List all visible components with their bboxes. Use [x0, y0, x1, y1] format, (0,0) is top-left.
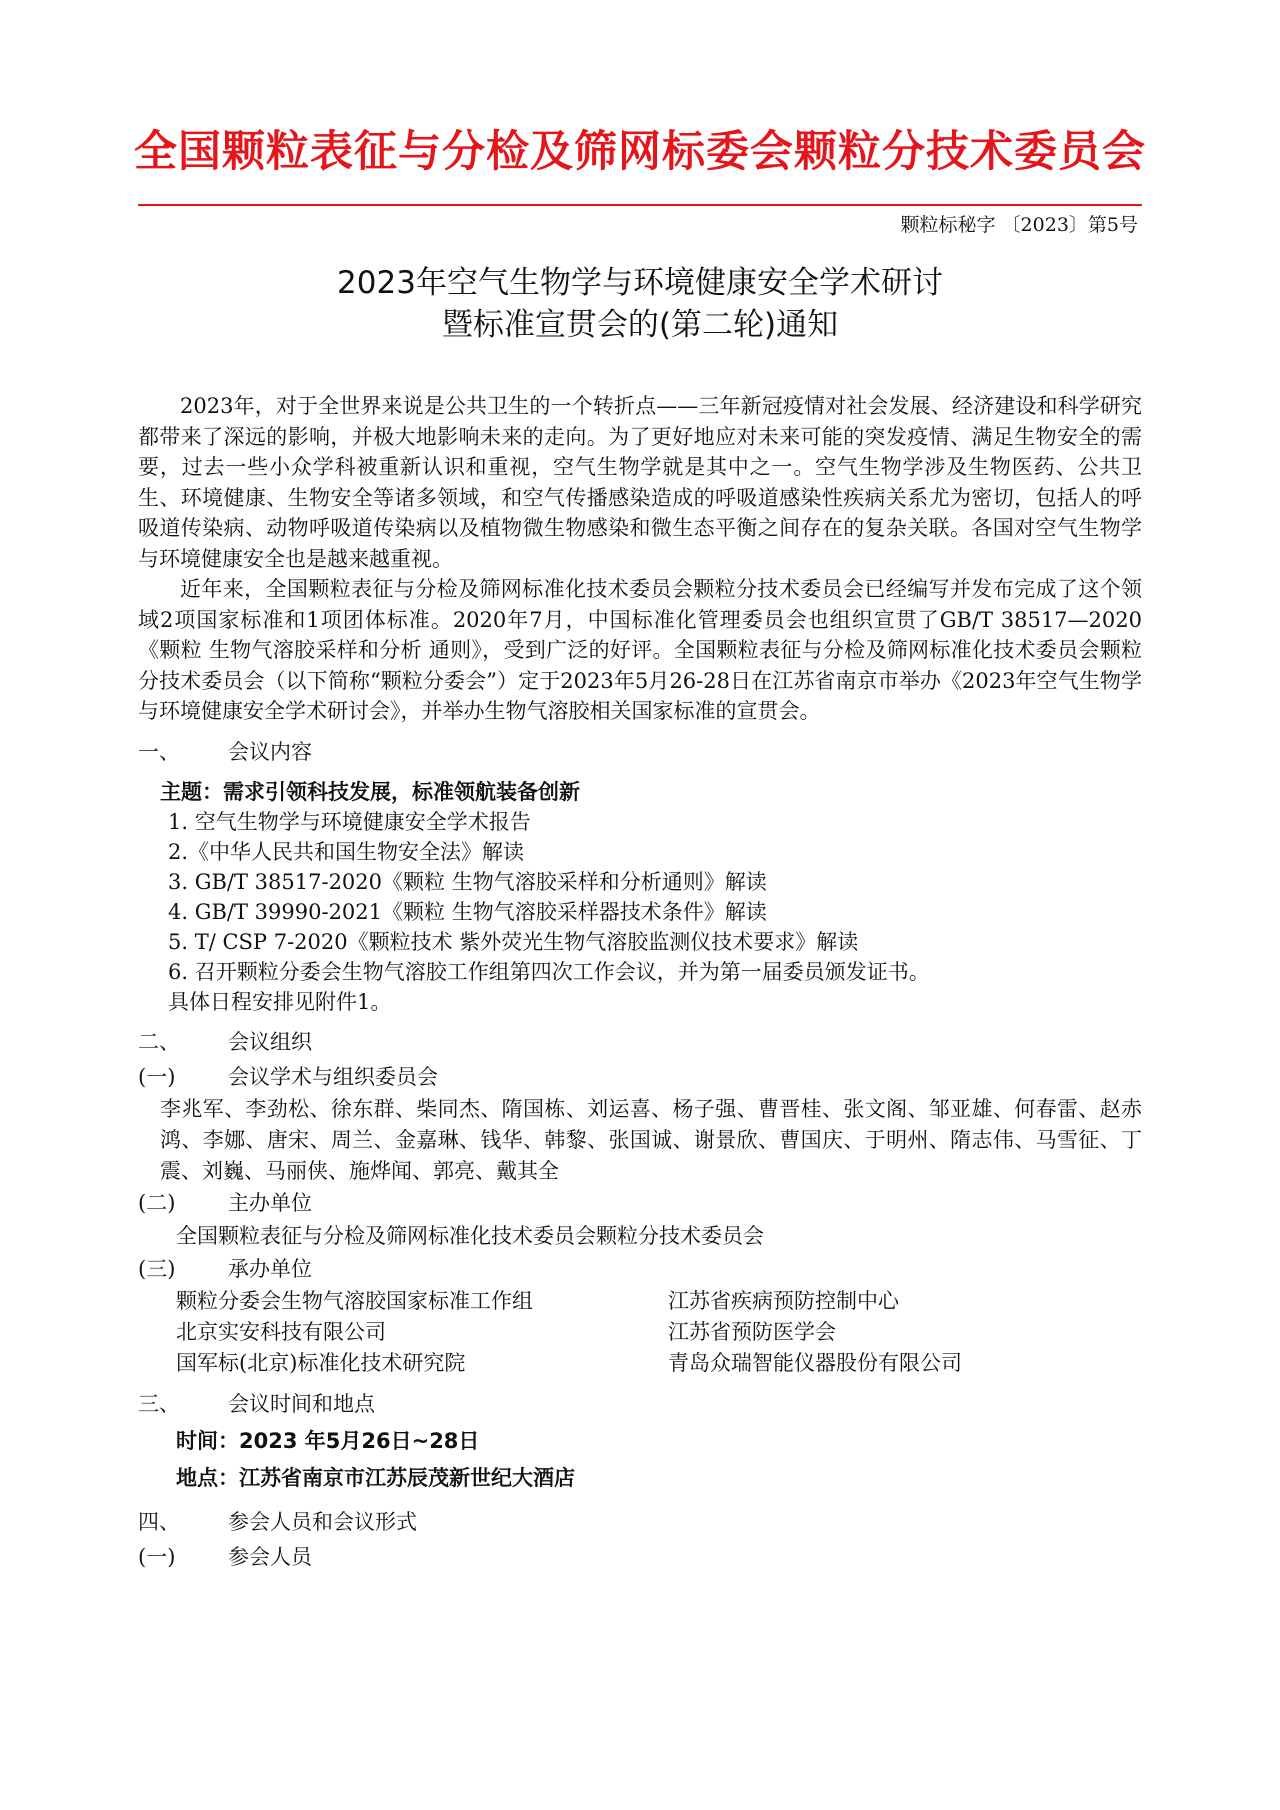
section-2-sub1-number: (一)	[138, 1064, 176, 1089]
co-organizer: 青岛众瑞智能仪器股份有限公司	[668, 1350, 962, 1375]
section-2-number: 二、	[138, 1029, 180, 1054]
red-divider	[138, 204, 1142, 206]
agenda-item: 3. GB/T 38517-2020《颗粒 生物气溶胶采样和分析通则》解读	[168, 869, 767, 894]
section-1-number: 一、	[138, 739, 180, 764]
notice-title-line1: 2023年空气生物学与环境健康安全学术研讨	[337, 265, 943, 301]
section-1-heading	[138, 734, 1142, 771]
section-3-title: 会议时间和地点	[228, 1391, 375, 1416]
notice-body	[138, 391, 1142, 1574]
meeting-theme: 主题：需求引领科技发展，标准领航装备创新	[160, 779, 580, 804]
co-organizer: 国军标(北京)标准化技术研究院	[176, 1350, 466, 1375]
section-3-number: 三、	[138, 1391, 180, 1416]
co-organizer: 颗粒分委会生物气溶胶国家标准工作组	[176, 1288, 533, 1313]
section-2-sub2-title: 主办单位	[228, 1190, 312, 1215]
section-2-sub1-heading	[138, 1061, 1142, 1094]
notice-title	[0, 262, 1280, 346]
notice-title-line2: 暨标准宣贯会的(第二轮)通知	[441, 307, 839, 343]
section-4-number: 四、	[138, 1509, 180, 1534]
committee-members: 李兆军、李劲松、徐东群、柴同杰、隋国栋、刘运喜、杨子强、曹晋桂、张文阁、邹亚雄、何春雷、赵赤鸿、李娜、唐宋、周兰、金嘉琳、钱华、韩黎、张国诚、谢景欣、曹国庆、于明州、隋志伟、马雪征、丁震、刘巍、马丽侠、施烨闻、郭亮、戴其全	[160, 1096, 1142, 1183]
intro-paragraph-2: 近年来，全国颗粒表征与分检及筛网标准化技术委员会颗粒分技术委员会已经编写并发布完成了这个领域2项国家标准和1项团体标准。2020年7月，中国标准化管理委员会也组织宣贯了GB/T 38517—2020《颗粒 生物气溶胶采样和分析 通则》，受到广泛的好评。全国颗粒表征与分检及筛网标准化技术委员会颗粒分技术委员会（以下简称“颗粒分委会”）定于2023年5月26-28日在江苏省南京市举办《2023年空气生物学与环境健康安全学术研讨会》，并举办生物气溶胶相关国家标准的宣贯会。	[138, 577, 1142, 723]
host-organization: 全国颗粒表征与分检及筛网标准化技术委员会颗粒分技术委员会	[176, 1223, 764, 1248]
agenda-list	[138, 807, 1142, 987]
section-2-title: 会议组织	[228, 1029, 312, 1054]
agenda-item: 1. 空气生物学与环境健康安全学术报告	[168, 809, 531, 834]
intro-paragraph-1: 2023年，对于全世界来说是公共卫生的一个转折点——三年新冠疫情对社会发展、经济建设和科学研究都带来了深远的影响，并极大地影响未来的走向。为了更好地应对未来可能的突发疫情、满足生物安全的需要，过去一些小众学科被重新认识和重视，空气生物学就是其中之一。空气生物学涉及生物医药、公共卫生、环境健康、生物安全等诸多领域，和空气传播感染造成的呼吸道感染性疾病关系尤为密切，包括人的呼吸道传染病、动物呼吸道传染病以及植物微生物感染和微生态平衡之间存在的复杂关联。各国对空气生物学与环境健康安全也是越来越重视。	[138, 394, 1142, 571]
schedule-note: 具体日程安排见附件1。	[168, 989, 392, 1014]
agenda-item: 6. 召开颗粒分委会生物气溶胶工作组第四次工作会议，并为第一届委员颁发证书。	[168, 959, 930, 984]
section-4-title: 参会人员和会议形式	[228, 1509, 417, 1534]
co-organizer: 江苏省疾病预防控制中心	[668, 1288, 899, 1313]
meeting-location: 地点：江苏省南京市江苏辰茂新世纪大酒店	[176, 1465, 575, 1490]
co-organizer: 江苏省预防医学会	[668, 1319, 836, 1344]
section-4-sub1-number: (一)	[138, 1544, 176, 1569]
agenda-item: 4. GB/T 39990-2021《颗粒 生物气溶胶采样器技术条件》解读	[168, 899, 767, 924]
section-4-sub1-title: 参会人员	[228, 1544, 312, 1569]
meeting-time: 时间：2023 年5月26日~28日	[176, 1428, 480, 1453]
co-organizers-list	[138, 1286, 1142, 1379]
agenda-item: 2.《中华人民共和国生物安全法》解读	[168, 839, 525, 864]
section-2-heading	[138, 1024, 1142, 1061]
co-organizer: 北京实安科技有限公司	[176, 1319, 386, 1344]
section-1-title: 会议内容	[228, 739, 312, 764]
section-2-sub1-title: 会议学术与组织委员会	[228, 1064, 438, 1089]
section-2-sub3-title: 承办单位	[228, 1256, 312, 1281]
agenda-item: 5. T/ CSP 7-2020《颗粒技术 紫外荧光生物气溶胶监测仪技术要求》解读	[168, 929, 859, 954]
section-2-sub2-heading	[138, 1187, 1142, 1220]
document-number: 颗粒标秘字 〔2023〕第5号	[900, 214, 1138, 236]
section-4-sub1-heading	[138, 1541, 1142, 1574]
section-3-heading	[138, 1386, 1142, 1423]
org-title: 全国颗粒表征与分检及筛网标委会颗粒分技术委员会	[134, 127, 1146, 177]
section-2-sub3-number: (三)	[138, 1256, 176, 1281]
section-4-heading	[138, 1504, 1142, 1541]
section-2-sub3-heading	[138, 1253, 1142, 1286]
section-2-sub2-number: (二)	[138, 1190, 176, 1215]
